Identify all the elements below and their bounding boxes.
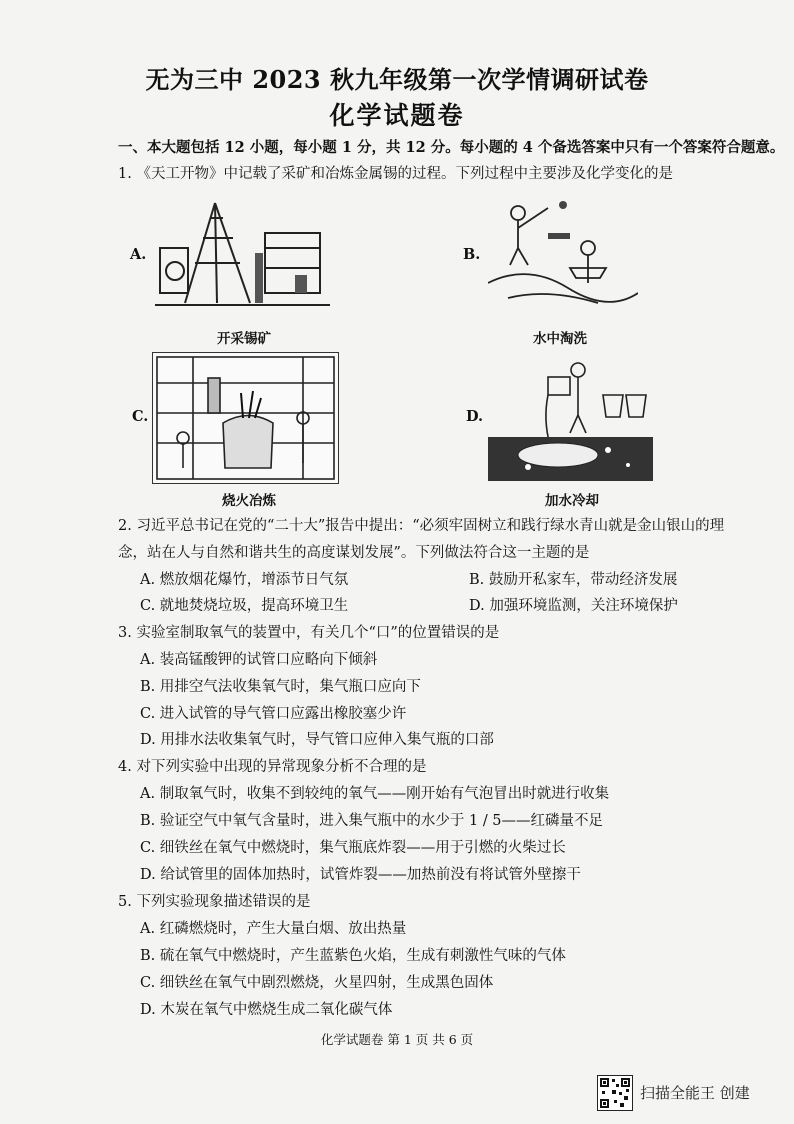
q5-option-a: A. 红磷燃烧时，产生大量白烟、放出热量	[140, 921, 407, 937]
washing-ore-illustration	[488, 193, 638, 311]
q2-option-a: A. 燃放烟花爆竹，增添节日气氛	[140, 572, 349, 588]
smelting-furnace-illustration	[152, 352, 339, 484]
q1-option-c-caption: 烧火冶炼	[222, 493, 276, 509]
q1-option-a-caption: 开采锡矿	[217, 331, 271, 347]
q1-option-d-caption: 加水冷却	[545, 493, 599, 509]
q4-option-a: A. 制取氧气时，收集不到较纯的氧气——刚开始有气泡冒出时就进行收集	[140, 786, 610, 802]
qr-code-icon	[597, 1075, 633, 1111]
scanner-watermark: 扫描全能王 创建	[640, 1084, 750, 1102]
q5-option-c: C. 细铁丝在氧气中剧烈燃烧，火星四射，生成黑色固体	[140, 975, 494, 991]
q3-option-d: D. 用排水法收集氧气时，导气管口应伸入集气瓶的口部	[140, 732, 494, 748]
q1-stem: 1. 《天工开物》中记载了采矿和冶炼金属锡的过程。下列过程中主要涉及化学变化的是	[118, 166, 673, 182]
q2-stem-line1: 2. 习近平总书记在党的“二十大”报告中提出：“必须牢固树立和践行绿水青山就是金山银山的理	[118, 518, 725, 534]
q3-stem: 3. 实验室制取氧气的装置中，有关几个“口”的位置错误的是	[118, 625, 500, 641]
q4-option-c: C. 细铁丝在氧气中燃烧时，集气瓶底炸裂——用于引燃的火柴过长	[140, 840, 566, 856]
q3-option-b: B. 用排空气法收集氧气时，集气瓶口应向下	[140, 679, 421, 695]
q4-stem: 4. 对下列实验中出现的异常现象分析不合理的是	[118, 759, 427, 775]
q3-option-a: A. 装高锰酸钾的试管口应略向下倾斜	[140, 652, 378, 668]
q2-option-b: B. 鼓励开私家车，带动经济发展	[469, 572, 678, 588]
q2-stem-line2: 念，站在人与自然和谐共生的高度谋划发展”。下列做法符合这一主题的是	[118, 545, 590, 561]
q5-stem: 5. 下列实验现象描述错误的是	[118, 894, 311, 910]
q5-option-d: D. 木炭在氧气中燃烧生成二氧化碳气体	[140, 1002, 393, 1018]
section-instruction: 一、本大题包括 12 小题，每小题 1 分，共 12 分。每小题的 4 个备选答案中只有一个答案符合题意。	[118, 139, 785, 156]
q1-option-c-label: C.	[132, 408, 149, 425]
exam-subtitle: 化学试题卷	[329, 101, 465, 130]
mining-scaffold-illustration	[155, 193, 330, 311]
page-footer: 化学试题卷 第 1 页 共 6 页	[320, 1032, 474, 1047]
exam-title: 无为三中 2023 秋九年级第一次学情调研试卷	[145, 65, 649, 94]
q1-option-d-label: D.	[466, 408, 484, 425]
q4-option-d: D. 给试管里的固体加热时，试管炸裂——加热前没有将试管外壁擦干	[140, 867, 581, 883]
q5-option-b: B. 硫在氧气中燃烧时，产生蓝紫色火焰，生成有刺激性气味的气体	[140, 948, 566, 964]
q1-option-b-caption: 水中淘洗	[533, 331, 587, 347]
q2-option-d: D. 加强环境监测，关注环境保护	[469, 598, 678, 614]
q4-option-b: B. 验证空气中氧气含量时，进入集气瓶中的水少于 1 / 5——红磷量不足	[140, 813, 604, 829]
q2-option-c: C. 就地焚烧垃圾，提高环境卫生	[140, 598, 349, 614]
water-cooling-illustration	[488, 355, 653, 483]
q3-option-c: C. 进入试管的导气管口应露出橡胶塞少许	[140, 706, 407, 722]
q1-option-b-label: B.	[463, 246, 481, 263]
q1-option-a-label: A.	[130, 246, 147, 263]
